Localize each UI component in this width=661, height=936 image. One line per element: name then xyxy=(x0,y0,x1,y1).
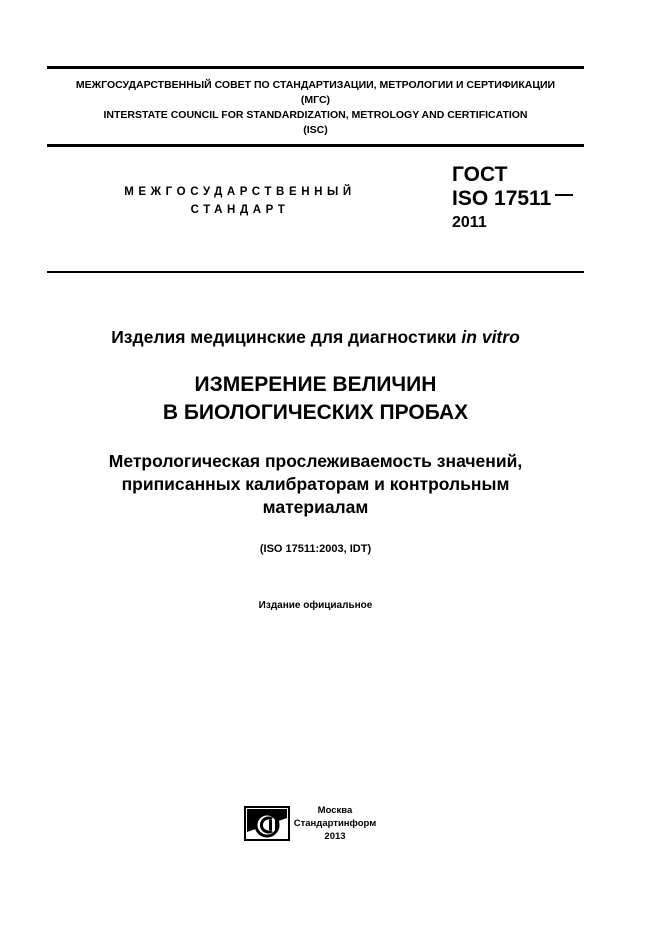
publisher-city: Москва xyxy=(317,805,353,816)
designation-gost: ГОСТ xyxy=(452,163,508,186)
standard-type-line1: МЕЖГОСУДАРСТВЕННЫЙ xyxy=(124,186,356,198)
designation-dash xyxy=(555,194,573,196)
designation-year: 2011 xyxy=(452,214,487,231)
document-subject xyxy=(40,326,591,348)
subject-text: Изделия медицинские для диагностики xyxy=(111,327,462,347)
title-line1: ИЗМЕРЕНИЕ ВЕЛИЧИН xyxy=(194,373,437,396)
subtitle-line1: Метрологическая прослеживаемость значений, xyxy=(108,451,523,471)
council-abbr-ru: (МГС) xyxy=(300,94,331,106)
title-line2: В БИОЛОГИЧЕСКИХ ПРОБАХ xyxy=(162,401,469,424)
council-abbr-en: (ISC) xyxy=(303,124,328,136)
standard-type-line2: СТАНДАРТ xyxy=(190,204,290,216)
publisher-name: Стандартинформ xyxy=(293,818,377,829)
designation-iso-number: ISO 17511 xyxy=(452,187,552,210)
council-name-en: INTERSTATE COUNCIL FOR STANDARDIZATION, METROLOGY AND CERTIFICATION xyxy=(103,109,528,121)
header-rule xyxy=(47,271,584,273)
publisher-year: 2013 xyxy=(324,831,346,842)
standartinform-logo-icon xyxy=(244,806,290,841)
edition-note: Издание официальное xyxy=(258,600,373,611)
iso-reference: (ISO 17511:2003, IDT) xyxy=(259,543,372,555)
subtitle-line2: приписанных калибраторам и контрольным xyxy=(121,474,510,494)
top-rule xyxy=(47,66,584,69)
subject-italic: in vitro xyxy=(461,327,520,347)
document-title xyxy=(40,371,591,427)
council-name-ru: МЕЖГОСУДАРСТВЕННЫЙ СОВЕТ ПО СТАНДАРТИЗАЦИИ, МЕТРОЛОГИИ И СЕРТИФИКАЦИИ xyxy=(75,79,556,91)
council-rule xyxy=(47,144,584,147)
subtitle-line3: материалам xyxy=(262,497,369,517)
document-subtitle xyxy=(40,450,591,519)
